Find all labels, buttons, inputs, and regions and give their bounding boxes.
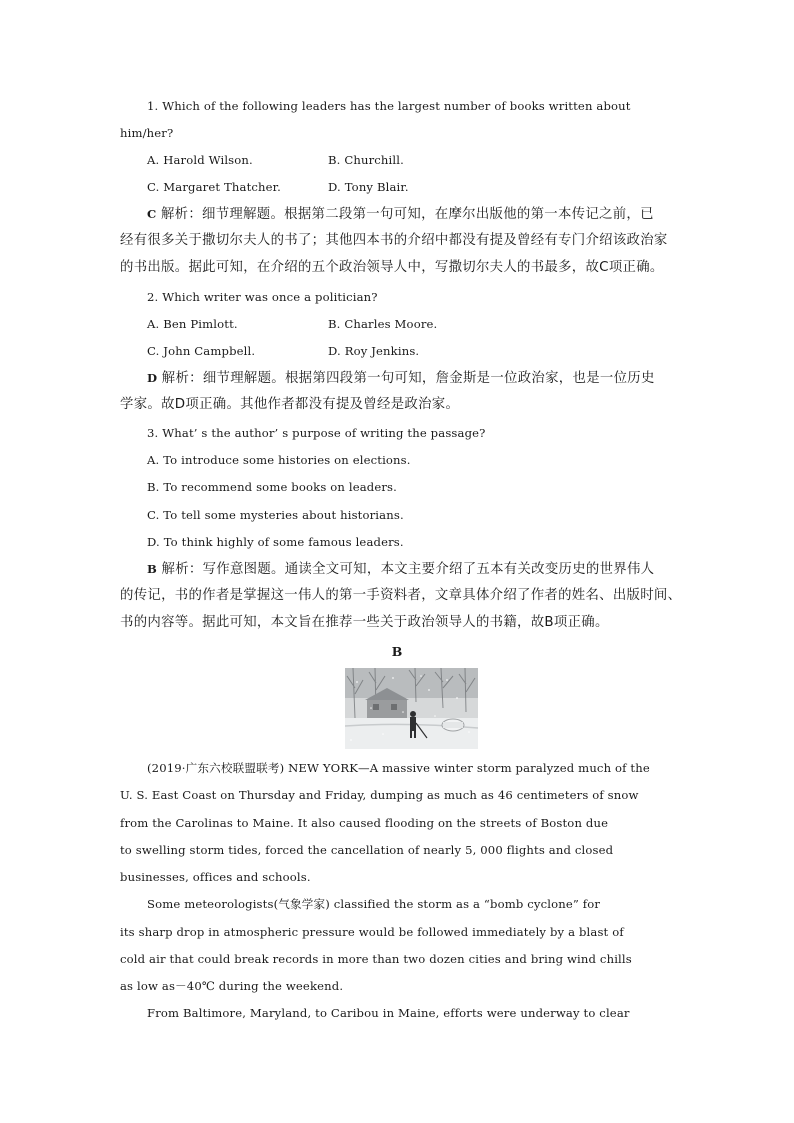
q2-option-a: A. Ben Pimlott. [147, 317, 238, 331]
section-b-heading: B [391, 644, 403, 659]
q2-analysis-line2: 学家。故D项正确。其他作者都没有提及曾经是政治家。 [120, 397, 460, 412]
q1-stem-line2: him/her? [120, 126, 174, 140]
q3-option-a: A. To introduce some histories on elections. [147, 453, 411, 467]
passage-p2-line2: its sharp drop in atmospheric pressure would be followed immediately by a blast of [120, 925, 624, 939]
q3-stem: 3. What’ s the author’ s purpose of writing the passage? [147, 426, 486, 440]
q1-option-d: D. Tony Blair. [328, 180, 409, 194]
passage-p2-line3: cold air that could break records in more than two dozen cities and bring wind chills [120, 952, 632, 966]
q2-option-b: B. Charles Moore. [328, 317, 438, 331]
q1-options-row2 [147, 179, 409, 195]
q2-options-row1 [147, 316, 438, 332]
q3-analysis-text1: 解析：写作意图题。通读全文可知，本文主要介绍了五本有关改变历史的世界伟人 [161, 562, 655, 577]
q3-option-c: C. To tell some mysteries about historians. [147, 508, 404, 522]
q2-option-d: D. Roy Jenkins. [328, 344, 420, 358]
passage-p2-line4: as low as－40℃ during the weekend. [120, 979, 344, 993]
q3-option-b: B. To recommend some books on leaders. [147, 480, 397, 494]
q1-option-a: A. Harold Wilson. [147, 153, 253, 167]
q3-analysis-line2: 的传记，书的作者是掌握这一伟人的第一手资料者，文章具体介绍了作者的姓名、出版时间、 [120, 588, 682, 603]
q1-options-row1 [147, 152, 404, 168]
passage-p1-line5: businesses, offices and schools. [120, 870, 311, 884]
q1-analysis-line2: 经有很多关于撒切尔夫人的书了；其他四本书的介绍中都没有提及曾经有专门介绍该政治家 [120, 233, 668, 248]
q2-option-c: C. John Campbell. [147, 344, 256, 358]
q2-analysis-line1 [147, 370, 655, 387]
snowstorm-photo [345, 668, 478, 749]
passage-p1-line3: from the Carolinas to Maine. It also caused flooding on the streets of Boston due [120, 816, 609, 830]
passage-p1-line4: to swelling storm tides, forced the cancellation of nearly 5, 000 flights and closed [120, 843, 614, 857]
q2-options-row2 [147, 343, 420, 359]
passage-p1-line1: (2019·广东六校联盟联考) NEW YORK—A massive winter storm paralyzed much of the [147, 761, 650, 775]
q2-analysis-text1: 解析：细节理解题。根据第四段第一句可知，詹金斯是一位政治家，也是一位历史 [161, 371, 655, 386]
q3-analysis-line1 [147, 561, 654, 578]
q1-analysis-text1: 解析：细节理解题。根据第二段第一句可知，在摩尔出版他的第一本传记之前，已 [160, 207, 654, 222]
q2-answer: D [147, 371, 158, 385]
q2-stem: 2. Which writer was once a politician? [147, 290, 378, 304]
q1-option-b: B. Churchill. [328, 153, 404, 167]
passage-p2-line1: Some meteorologists(气象学家) classified the storm as a “bomb cyclone” for [147, 897, 601, 911]
q1-analysis-line1 [147, 206, 654, 223]
passage-p1-line2: U. S. East Coast on Thursday and Friday, dumping as much as 46 centimeters of snow [120, 788, 639, 802]
q3-analysis-line3: 书的内容等。据此可知，本文旨在推荐一些关于政治领导人的书籍，故B项正确。 [120, 615, 609, 630]
q3-option-d: D. To think highly of some famous leaders. [147, 535, 404, 549]
q1-option-c: C. Margaret Thatcher. [147, 180, 281, 194]
passage-p3-line1: From Baltimore, Maryland, to Caribou in Maine, efforts were underway to clear [147, 1006, 630, 1020]
q1-analysis-line3: 的书出版。据此可知，在介绍的五个政治领导人中，写撒切尔夫人的书最多，故C项正确。 [120, 260, 664, 275]
q3-answer: B [147, 562, 157, 576]
q1-stem-line1: 1. Which of the following leaders has the largest number of books written about [147, 99, 631, 113]
q1-answer: C [147, 207, 157, 221]
snowstorm-photo-illustration [345, 668, 478, 749]
